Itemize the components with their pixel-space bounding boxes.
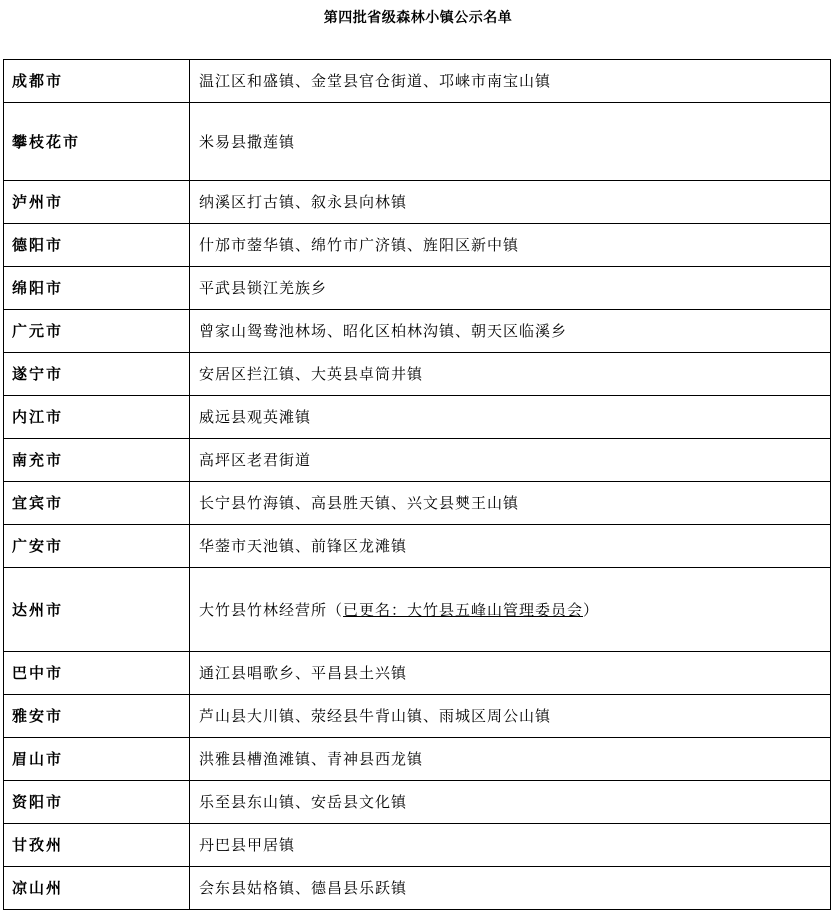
towns-cell: 华蓥市天池镇、前锋区龙滩镇	[190, 525, 831, 568]
city-cell: 宜宾市	[4, 482, 190, 525]
table-row	[4, 695, 831, 738]
table-row	[4, 824, 831, 867]
city-cell: 雅安市	[4, 695, 190, 738]
city-cell: 凉山州	[4, 867, 190, 910]
towns-cell	[190, 568, 831, 652]
table-row	[4, 181, 831, 224]
table-row	[4, 781, 831, 824]
table-row	[4, 867, 831, 910]
towns-text-suffix: ）	[583, 600, 600, 619]
towns-cell: 纳溪区打古镇、叙永县向林镇	[190, 181, 831, 224]
towns-cell: 高坪区老君街道	[190, 439, 831, 482]
city-cell: 南充市	[4, 439, 190, 482]
towns-cell: 威远县观英滩镇	[190, 396, 831, 439]
city-cell: 广安市	[4, 525, 190, 568]
table-row	[4, 652, 831, 695]
city-cell: 达州市	[4, 568, 190, 652]
table-row	[4, 568, 831, 652]
towns-cell: 温江区和盛镇、金堂县官仓街道、邛崃市南宝山镇	[190, 60, 831, 103]
table-row	[4, 439, 831, 482]
table-row	[4, 482, 831, 525]
renamed-note: 已更名：大竹县五峰山管理委员会	[343, 600, 584, 619]
city-cell: 眉山市	[4, 738, 190, 781]
city-cell: 成都市	[4, 60, 190, 103]
city-cell: 遂宁市	[4, 353, 190, 396]
towns-text: 大竹县竹林经营所（	[199, 600, 344, 619]
towns-cell: 通江县唱歌乡、平昌县土兴镇	[190, 652, 831, 695]
table-row	[4, 738, 831, 781]
city-cell: 资阳市	[4, 781, 190, 824]
towns-cell: 丹巴县甲居镇	[190, 824, 831, 867]
city-cell: 内江市	[4, 396, 190, 439]
towns-cell: 曾家山鸳鸯池林场、昭化区柏林沟镇、朝天区临溪乡	[190, 310, 831, 353]
table-row	[4, 353, 831, 396]
city-cell: 绵阳市	[4, 267, 190, 310]
towns-cell: 米易县撒莲镇	[190, 103, 831, 181]
towns-cell: 平武县锁江羌族乡	[190, 267, 831, 310]
table-row	[4, 525, 831, 568]
table-row	[4, 310, 831, 353]
city-cell: 泸州市	[4, 181, 190, 224]
city-cell: 甘孜州	[4, 824, 190, 867]
towns-cell: 芦山县大川镇、荥经县牛背山镇、雨城区周公山镇	[190, 695, 831, 738]
towns-cell: 什邡市蓥华镇、绵竹市广济镇、旌阳区新中镇	[190, 224, 831, 267]
table-row	[4, 224, 831, 267]
table-row	[4, 60, 831, 103]
towns-cell: 安居区拦江镇、大英县卓筒井镇	[190, 353, 831, 396]
table-row	[4, 267, 831, 310]
forest-towns-table	[3, 59, 831, 910]
towns-cell: 乐至县东山镇、安岳县文化镇	[190, 781, 831, 824]
page-title: 第四批省级森林小镇公示名单	[323, 10, 513, 26]
towns-cell: 长宁县竹海镇、高县胜天镇、兴文县僰王山镇	[190, 482, 831, 525]
city-cell: 广元市	[4, 310, 190, 353]
table-row	[4, 396, 831, 439]
towns-cell: 洪雅县槽渔滩镇、青神县西龙镇	[190, 738, 831, 781]
towns-cell: 会东县姑格镇、德昌县乐跃镇	[190, 867, 831, 910]
table-row	[4, 103, 831, 181]
city-cell: 德阳市	[4, 224, 190, 267]
city-cell: 巴中市	[4, 652, 190, 695]
city-cell: 攀枝花市	[4, 103, 190, 181]
